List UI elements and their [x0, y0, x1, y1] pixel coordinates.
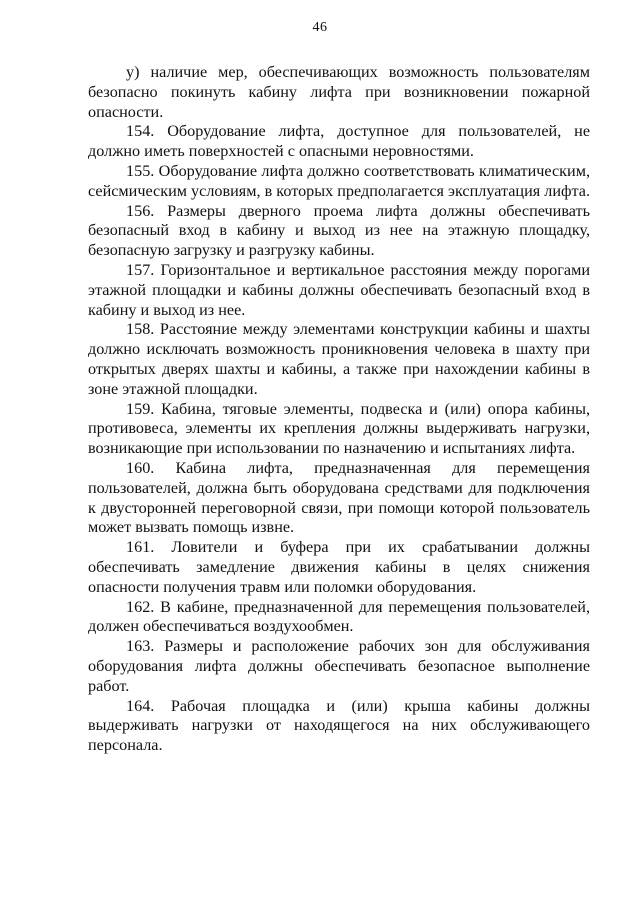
paragraph-item-u: у) наличие мер, обеспечивающих возможность пользователям безопасно покинуть кабину лифта при возникновении пожарной опасности. [88, 63, 590, 121]
paragraph-154: 154. Оборудование лифта, доступное для пользователей, не должно иметь поверхностей с опасными неровностями. [88, 122, 590, 161]
paragraph-158: 158. Расстояние между элементами конструкции кабины и шахты должно исключать возможность проникновения человека в шахту при открытых дверях шахты и кабины, а также при нахождении кабины в зоне этажной площадки. [88, 320, 590, 398]
paragraph-164: 164. Рабочая площадка и (или) крыша кабины должны выдерживать нагрузки от находящегося на них обслуживающего персонала. [88, 696, 590, 755]
paragraph-159: 159. Кабина, тяговые элементы, подвеска и (или) опора кабины, противовеса, элементы их крепления должны выдерживать нагрузки, возникающие при использовании по назначению и испытаниях лифта. [88, 399, 590, 458]
page-number: 46 [312, 20, 328, 35]
paragraph-160: 160. Кабина лифта, предназначенная для перемещения пользователей, должна быть оборудована средствами для подключения к двусторонней переговорной связи, при помощи которой пользователь может вызвать помощь извне. [88, 458, 590, 537]
paragraph-162: 162. В кабине, предназначенной для перемещения пользователей, должен обеспечиваться воздухообмен. [88, 597, 590, 636]
paragraph-163: 163. Размеры и расположение рабочих зон для обслуживания оборудования лифта должны обеспечивать безопасное выполнение работ. [88, 637, 590, 695]
document-body [88, 63, 590, 756]
paragraph-157: 157. Горизонтальное и вертикальное расстояния между порогами этажной площадки и кабины должны обеспечивать безопасный вход в кабину и выход из нее. [88, 260, 590, 319]
paragraph-156: 156. Размеры дверного проема лифта должны обеспечивать безопасный вход в кабину и выход из нее на этажную площадку, безопасную загрузку и разгрузку кабины. [88, 201, 590, 260]
paragraph-155: 155. Оборудование лифта должно соответствовать климатическим, сейсмическим условиям, в которых предполагается эксплуатация лифта. [88, 161, 590, 200]
paragraph-161: 161. Ловители и буфера при их срабатывании должны обеспечивать замедление движения кабины в целях снижения опасности получения травм или поломки оборудования. [88, 538, 590, 596]
